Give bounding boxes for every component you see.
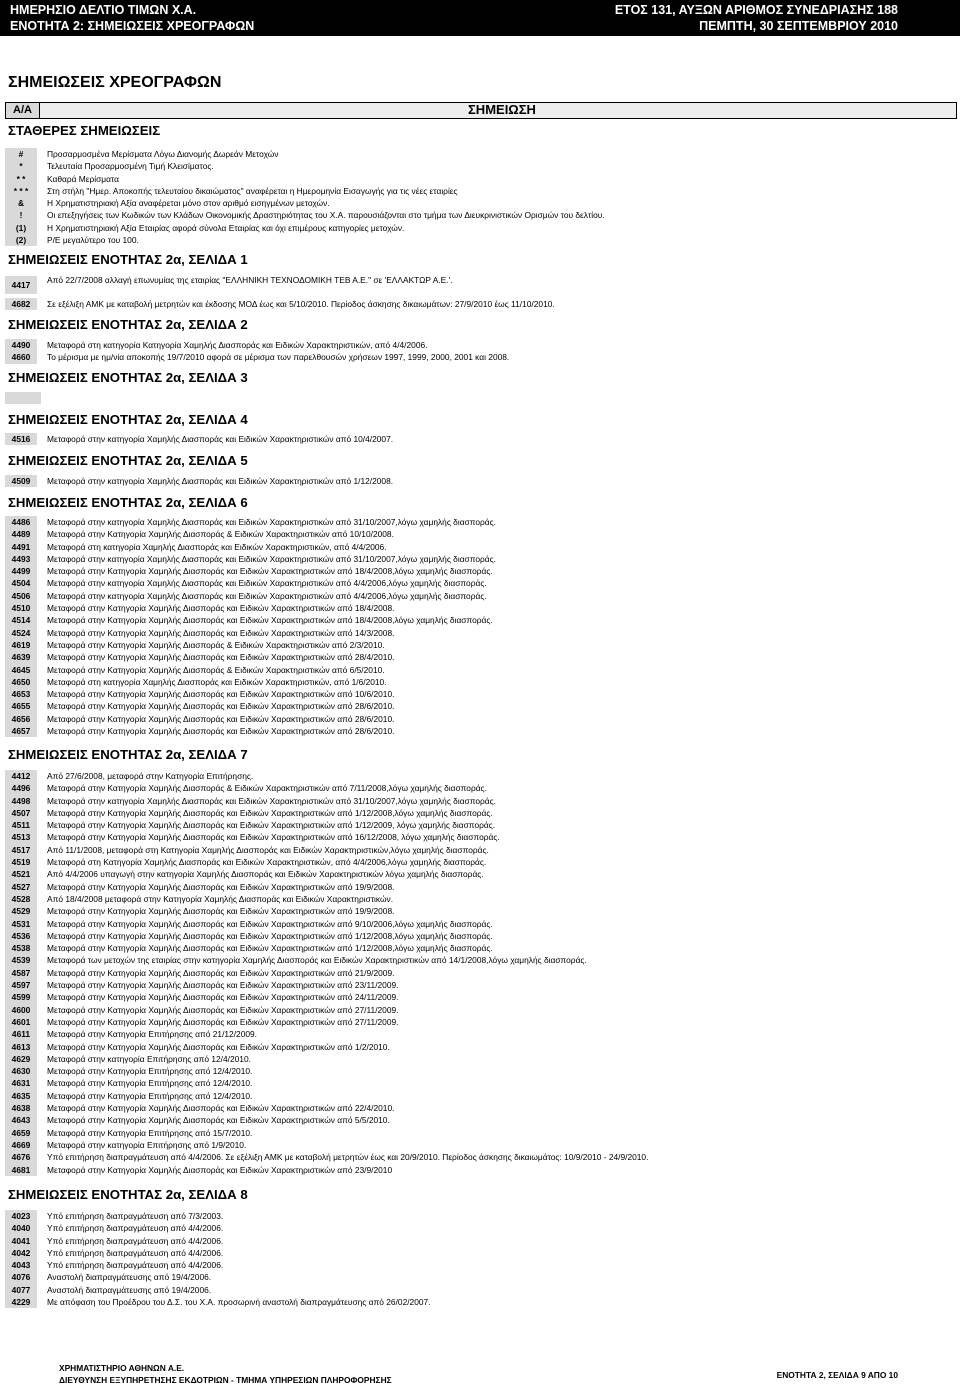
column-aa: Α/Α [6,103,40,118]
note-text: Υπό επιτήρηση διαπραγμάτευση από 4/4/2006. [47,1223,224,1234]
legend-code: * [5,160,37,172]
legend-item [5,185,955,197]
page-header [0,0,960,36]
table-row [5,1114,955,1126]
note-code: 4229 [5,1296,37,1308]
table-row [5,893,955,905]
note-text: Μεταφορά στην Κατηγορία Επιτήρησης από 12/4/2010. [47,1078,253,1089]
note-text: Από 11/1/2008, μεταφορά στη Κατηγορία Χαμηλής Διασποράς και Ειδικών Χαρακτηριστικών,λόγω χαμηλής διασποράς. [47,844,489,855]
note-code: 4511 [5,819,37,831]
table-row [5,1090,955,1102]
note-code: 4630 [5,1065,37,1077]
note-code: 4513 [5,831,37,843]
note-code: 4676 [5,1151,37,1163]
table-row [5,1151,955,1163]
legend-item [5,148,955,160]
table-row [5,807,955,819]
note-code: 4682 [5,298,37,310]
note-code: 4529 [5,905,37,917]
note-code: 4510 [5,602,37,614]
note-code: 4660 [5,351,37,363]
note-text: Μεταφορά στην Κατηγορία Χαμηλής Διασποράς και Ειδικών Χαρακτηριστικών από 18/4/2008. [47,603,395,614]
note-code: 4653 [5,688,37,700]
note-text: Μεταφορά στην Κατηγορία Χαμηλής Διασποράς και Ειδικών Χαρακτηριστικών από 1/12/2008,λόγω χαμηλής διασποράς. [47,943,493,954]
note-text: Μεταφορά στην Κατηγορία Χαμηλής Διασποράς και Ειδικών Χαρακτηριστικών από 5/5/2010. [47,1115,390,1126]
page-title: ΣΗΜΕΙΩΣΕΙΣ ΧΡΕΟΓΡΑΦΩΝ [8,74,222,91]
note-code: 4629 [5,1053,37,1065]
table-row [5,770,955,782]
table-row [5,819,955,831]
table-row [5,700,955,712]
note-text: Μεταφορά στην Κατηγορία Χαμηλής Διασποράς και Ειδικών Χαρακτηριστικών από 22/4/2010. [47,1103,395,1114]
note-code: 4493 [5,553,37,565]
table-row [5,856,955,868]
table-row [5,516,955,528]
note-code: 4499 [5,565,37,577]
legend-text: Η Χρηματιστηριακή Αξία αναφέρεται μόνο στον αριθμό εισηγμένων μετοχών. [47,198,330,209]
note-code: 4498 [5,795,37,807]
note-text: Από 22/7/2008 αλλαγή επωνυμίας της εταιρίας "ΕΛΛΗΝΙΚΗ ΤΕΧΝΟΔΟΜΙΚΗ ΤΕΒ Α.Ε." σε 'ΕΛΛΑΚΤΩΡ Α.Ε.'. [47,275,453,285]
table-row [5,1271,955,1283]
table-row [5,339,955,351]
table-row [5,590,955,602]
note-code: 4531 [5,918,37,930]
section-heading: ΣΗΜΕΙΩΣΕΙΣ ΕΝΟΤΗΤΑΣ 2α, ΣΕΛΙΔΑ 8 [8,1187,248,1202]
section-heading: ΣΗΜΕΙΩΣΕΙΣ ΕΝΟΤΗΤΑΣ 2α, ΣΕΛΙΔΑ 1 [8,252,248,267]
note-code: 4599 [5,991,37,1003]
note-text: Μεταφορά στη κατηγορία Χαμηλής Διασποράς και Ειδικών Χαρακτηριστικών, από 1/6/2010. [47,676,387,687]
note-code: 4597 [5,979,37,991]
note-code: 4655 [5,700,37,712]
note-text: Μεταφορά στην Κατηγορία Χαμηλής Διασποράς και Ειδικών Χαρακτηριστικών από 28/6/2010. [47,726,395,737]
section-heading: ΣΗΜΕΙΩΣΕΙΣ ΕΝΟΤΗΤΑΣ 2α, ΣΕΛΙΔΑ 6 [8,495,248,510]
note-text: Μεταφορά στην Κατηγορία Χαμηλής Διασποράς και Ειδικών Χαρακτηριστικών από 28/6/2010. [47,713,395,724]
note-list [5,276,955,294]
table-row [5,541,955,553]
note-text: Μεταφορά στην κατηγορία Επιτήρησης από 12/4/2010. [47,1053,251,1064]
note-text: Μεταφορά στην Κατηγορία Χαμηλής Διασποράς και Ειδικών Χαρακτηριστικών από 14/3/2008. [47,627,395,638]
note-text: Μεταφορά στην Κατηγορία Χαμηλής Διασποράς και Ειδικών Χαρακτηριστικών από 9/10/2006,λόγω χαμηλής διασποράς. [47,918,493,929]
note-text: Μεταφορά στην Κατηγορία Χαμηλής Διασποράς & Ειδικών Χαρακτηριστικών από 2/3/2010. [47,639,385,650]
note-code: 4538 [5,942,37,954]
table-row [5,639,955,651]
table-row [5,1139,955,1151]
legend-item [5,234,955,246]
footer-department: ΔΙΕΥΘΥΝΣΗ ΕΞΥΠΗΡΕΤΗΣΗΣ ΕΚΔΟΤΡΙΩΝ - ΤΜΗΜΑ ΥΠΗΡΕΣΙΩΝ ΠΛΗΡΟΦΟΡΗΣΗΣ [59,1375,392,1385]
table-row [5,713,955,725]
note-text: Μεταφορά στην Κατηγορία Χαμηλής Διασποράς και Ειδικών Χαρακτηριστικών από 28/6/2010. [47,701,395,712]
legend-item [5,197,955,209]
table-row [5,577,955,589]
note-text: Μεταφορά στην Κατηγορία Χαμηλής Διασποράς και Ειδικών Χαρακτηριστικών από 18/4/2008,λόγω χαμηλής διασποράς. [47,615,493,626]
note-text: Μεταφορά στην κατηγορία Χαμηλής Διασποράς και Ειδικών Χαρακτηριστικών από 4/4/2006,λόγω χαμηλής διασποράς. [47,590,487,601]
note-code: 4516 [5,433,37,445]
table-row [5,725,955,737]
legend-code: * * * [5,185,37,197]
note-text: Μεταφορά στην Κατηγορία Χαμηλής Διασποράς και Ειδικών Χαρακτηριστικών από 19/9/2008. [47,906,395,917]
note-list [5,1210,955,1308]
note-text: Το μέρισμα με ημ/νία αποκοπής 19/7/2010 αφορά σε μέρισμα των παρελθουσών χρήσεων 1997, 1999, 2000, 2001 και 2008. [47,352,510,363]
note-code: 4601 [5,1016,37,1028]
note-text: Από 4/4/2006 υπαγωγή στην κατηγορία Χαμηλής Διασποράς και Ειδικών Χαρακτηριστικών λόγω χαμηλής διασποράς. [47,869,484,880]
note-code: 4517 [5,844,37,856]
note-text: Υπό επιτήρηση διαπραγμάτευση από 4/4/2006. [47,1235,224,1246]
note-code: 4631 [5,1077,37,1089]
table-row [5,298,955,310]
legend-code: # [5,148,37,160]
note-text: Μεταφορά στην κατηγορία Επιτήρησης από 1/9/2010. [47,1139,247,1150]
note-text: Μεταφορά στην Κατηγορία Χαμηλής Διασποράς και Ειδικών Χαρακτηριστικών από 1/12/2008,λόγω χαμηλής διασποράς. [47,807,493,818]
note-code: 4042 [5,1247,37,1259]
note-text: Μεταφορά στην Κατηγορία Χαμηλής Διασποράς και Ειδικών Χαρακτηριστικών από 23/9/2010 [47,1164,393,1175]
note-text: Μεταφορά στην Κατηγορία Χαμηλής Διασποράς και Ειδικών Χαρακτηριστικών από 24/11/2009. [47,992,399,1003]
note-text: Υπό επιτήρηση διαπραγμάτευση από 4/4/2006. Σε εξέλιξη ΑΜΚ με καταβολή μετρητών έως και 20/9/2010. Περίοδος άσκησης δικαιωμάτος: 10/9/2010 - 24/9/2010. [47,1152,649,1163]
note-code: 4490 [5,339,37,351]
table-row [5,1127,955,1139]
note-text: Υπό επιτήρηση διαπραγμάτευση από 4/4/2006. [47,1247,224,1258]
table-row [5,868,955,880]
section-heading: ΣΗΜΕΙΩΣΕΙΣ ΕΝΟΤΗΤΑΣ 2α, ΣΕΛΙΔΑ 7 [8,747,248,762]
legend-text: Καθαρά Μερίσματα [47,173,119,184]
note-text: Μεταφορά στην Κατηγορία Χαμηλής Διασποράς και Ειδικών Χαρακτηριστικών από 23/11/2009. [47,980,399,991]
table-row [5,795,955,807]
table-row [5,1210,955,1222]
note-text: Από 27/6/2008, μεταφορά στην Κατηγορία Επιτήρησης. [47,771,254,781]
table-row [5,651,955,663]
note-code: 4489 [5,528,37,540]
table-row [5,930,955,942]
note-text: Μεταφορά των μετοχών της εταιρίας στην κατηγορία Χαμηλής Διασποράς και Ειδικών Χαρακτηριστικών από 14/1/2008,λόγω χαμηλής διασποράς. [47,955,587,966]
note-text: Μεταφορά στην κατηγορία Χαμηλής Διασποράς και Ειδικών Χαρακτηριστικών από 31/10/2007,λόγω χαμηλής διασποράς. [47,795,497,806]
table-row [5,905,955,917]
note-text: Αναστολή διαπραγμάτευσης από 19/4/2006. [47,1284,212,1295]
note-text: Μεταφορά στην Κατηγορία Χαμηλής Διασποράς & Ειδικών Χαρακτηριστικών από 7/11/2008,λόγω χαμηλής διασποράς. [47,783,487,794]
table-row [5,1296,955,1308]
table-row [5,782,955,794]
footer-org: ΧΡΗΜΑΤΙΣΤΗΡΙΟ ΑΘΗΝΩΝ Α.Ε. [59,1363,185,1373]
legend-code: (2) [5,234,37,246]
note-text: Μεταφορά στην Κατηγορία Χαμηλής Διασποράς και Ειδικών Χαρακτηριστικών από 27/11/2009. [47,1004,399,1015]
note-code: 4509 [5,475,37,487]
session-date: ΠΕΜΠΤΗ, 30 ΣΕΠΤΕΜΒΡΙΟΥ 2010 [699,19,898,33]
table-row [5,676,955,688]
note-text: Από 18/4/2008 μεταφορά στην Κατηγορία Χαμηλής Διασποράς και Ειδικών Χαρακτηριστικών. [47,893,394,904]
table-row [5,1102,955,1114]
note-text: Μεταφορά στην Κατηγορία Χαμηλής Διασποράς και Ειδικών Χαρακτηριστικών από 27/11/2009. [47,1016,399,1027]
note-code: 4638 [5,1102,37,1114]
table-row [5,967,955,979]
table-row [5,991,955,1003]
note-text: Μεταφορά στη Κατηγορία Χαμηλής Διασποράς και Ειδικών Χαρακτηριστικών, από 4/4/2006,λόγω χαμηλής διασποράς. [47,857,487,868]
note-code: 4613 [5,1041,37,1053]
legend-item [5,209,955,221]
table-row [5,1016,955,1028]
legend-code: (1) [5,222,37,234]
table-row [5,1028,955,1040]
note-code: 4659 [5,1127,37,1139]
note-text: Μεταφορά στην κατηγορία Χαμηλής Διασποράς και Ειδικών Χαρακτηριστικών από 1/12/2008. [47,476,394,486]
note-code: 4527 [5,881,37,893]
note-code: 4486 [5,516,37,528]
table-row [5,1077,955,1089]
note-code: 4643 [5,1114,37,1126]
note-list [5,475,955,487]
table-row [5,614,955,626]
note-text: Μεταφορά στην Κατηγορία Χαμηλής Διασποράς και Ειδικών Χαρακτηριστικών από 1/2/2010. [47,1041,390,1052]
table-row [5,565,955,577]
note-list [5,516,955,737]
note-code: 4077 [5,1284,37,1296]
table-row [5,1041,955,1053]
note-code: 4496 [5,782,37,794]
table-row [5,979,955,991]
note-text: Μεταφορά στην Κατηγορία Επιτήρησης από 12/4/2010. [47,1090,253,1101]
note-text: Μεταφορά στην Κατηγορία Χαμηλής Διασποράς & Ειδικών Χαρακτηριστικών από 6/5/2010. [47,664,385,675]
note-text: Μεταφορά στην κατηγορία Χαμηλής Διασποράς και Ειδικών Χαρακτηριστικών από 31/10/2007,λόγω χαμηλής διασποράς. [47,517,497,527]
note-code: 4507 [5,807,37,819]
note-text: Υπό επιτήρηση διαπραγμάτευση από 4/4/2006. [47,1260,224,1271]
table-row [5,664,955,676]
section-heading: ΣΗΜΕΙΩΣΕΙΣ ΕΝΟΤΗΤΑΣ 2α, ΣΕΛΙΔΑ 4 [8,412,248,427]
note-code: 4587 [5,967,37,979]
table-row [5,1259,955,1271]
note-text: Μεταφορά στην κατηγορία Χαμηλής Διασποράς και Ειδικών Χαρακτηριστικών από 31/10/2007,λόγω χαμηλής διασποράς. [47,553,497,564]
note-list [5,298,955,310]
legend-list [5,148,955,246]
note-code: 4506 [5,590,37,602]
note-list [5,770,955,1176]
table-row [5,954,955,966]
note-code: 4043 [5,1259,37,1271]
table-row [5,1284,955,1296]
table-row [5,831,955,843]
table-row [5,553,955,565]
table-row [5,688,955,700]
table-row [5,528,955,540]
legend-text: Η Χρηματιστηριακή Αξία Εταιρίας αφορά σύνολα Εταιρίας και όχι επιμέρους κατηγορίες μετοχών. [47,222,405,233]
note-text: Αναστολή διαπραγμάτευσης από 19/4/2006. [47,1272,212,1283]
table-row [5,844,955,856]
note-text: Υπό επιτήρηση διαπραγμάτευση από 7/3/2003. [47,1211,224,1221]
table-row [5,942,955,954]
note-text: Με απόφαση του Προέδρου του Δ.Σ. του Χ.Α. προσωρινή αναστολή διαπραγμάτευσης από 26/02/2007. [47,1297,431,1308]
section-heading: ΣΗΜΕΙΩΣΕΙΣ ΕΝΟΤΗΤΑΣ 2α, ΣΕΛΙΔΑ 2 [8,317,248,332]
table-row [5,1053,955,1065]
note-code: 4528 [5,893,37,905]
note-text: Μεταφορά στην Κατηγορία Χαμηλής Διασποράς και Ειδικών Χαρακτηριστικών από 19/9/2008. [47,881,395,892]
note-code: 4417 [5,276,37,294]
note-list [5,433,955,445]
legend-item [5,222,955,234]
legend-code: * * [5,173,37,185]
note-code: 4041 [5,1235,37,1247]
note-code: 4491 [5,541,37,553]
note-code: 4539 [5,954,37,966]
note-code: 4040 [5,1222,37,1234]
note-code: 4521 [5,868,37,880]
note-code: 4611 [5,1028,37,1040]
table-row [5,602,955,614]
note-text: Μεταφορά στην Κατηγορία Χαμηλής Διασποράς και Ειδικών Χαρακτηριστικών από 1/12/2009, λόγω χαμηλής διασποράς. [47,820,496,831]
legend-title: ΣΤΑΘΕΡΕΣ ΣΗΜΕΙΩΣΕΙΣ [8,123,161,138]
note-code: 4656 [5,713,37,725]
table-row [5,1235,955,1247]
table-row [5,1222,955,1234]
section-title: ΕΝΟΤΗΤΑ 2: ΣΗΜΕΙΩΣΕΙΣ ΧΡΕΟΓΡΑΦΩΝ [10,19,255,33]
legend-text: Ρ/Ε μεγαλύτερο του 100. [47,235,139,246]
table-row [5,433,955,445]
note-text: Μεταφορά στην Κατηγορία Χαμηλής Διασποράς και Ειδικών Χαρακτηριστικών από 28/4/2010. [47,652,395,663]
note-code: 4619 [5,639,37,651]
note-text: Μεταφορά στην Κατηγορία Χαμηλής Διασποράς και Ειδικών Χαρακτηριστικών από 1/12/2008,λόγω χαμηλής διασποράς. [47,930,493,941]
empty-code-cell [5,392,41,404]
note-text: Σε εξέλιξη ΑΜΚ με καταβολή μετρητών και έκδοσης ΜΟΔ έως και 5/10/2010. Περίοδος άσκησης δικαιωμάτων: 27/9/2010 έως 11/10/2010. [47,299,555,309]
table-row [5,1247,955,1259]
legend-text: Οι επεξηγήσεις των Κωδικών των Κλάδων Οικονομικής Δραστηριότητας του Χ.Α. παρουσιάζονται στο τμήμα των Διευκρινιστικών Ορισμών του δελτίου. [47,210,605,221]
table-row [5,627,955,639]
note-list [5,339,955,364]
table-row [5,918,955,930]
note-text: Μεταφορά στην Κατηγορία Χαμηλής Διασποράς και Ειδικών Χαρακτηριστικών από 10/6/2010. [47,689,395,700]
section-heading: ΣΗΜΕΙΩΣΕΙΣ ΕΝΟΤΗΤΑΣ 2α, ΣΕΛΙΔΑ 3 [8,370,248,385]
session-info: ΕΤΟΣ 131, ΑΥΞΩΝ ΑΡΙΘΜΟΣ ΣΥΝΕΔΡΙΑΣΗΣ 188 [614,3,898,17]
note-code: 4519 [5,856,37,868]
table-row [5,1065,955,1077]
note-code: 4504 [5,577,37,589]
table-row [5,1164,955,1176]
note-code: 4639 [5,651,37,663]
note-code: 4681 [5,1164,37,1176]
table-row [5,1004,955,1016]
note-text: Μεταφορά στη κατηγορία Κατηγορία Χαμηλής Διασποράς και Ειδικών Χαρακτηριστικών, από 4/4/2006. [47,340,428,350]
table-header [5,102,957,119]
table-row [5,351,955,363]
note-code: 4669 [5,1139,37,1151]
note-text: Μεταφορά στην Κατηγορία Χαμηλής Διασποράς & Ειδικών Χαρακτηριστικών από 10/10/2008. [47,529,394,540]
note-code: 4657 [5,725,37,737]
note-code: 4412 [5,770,37,782]
note-code: 4524 [5,627,37,639]
note-text: Μεταφορά στην κατηγορία Χαμηλής Διασποράς και Ειδικών Χαρακτηριστικών από 10/4/2007. [47,434,394,444]
note-code: 4645 [5,664,37,676]
section-heading: ΣΗΜΕΙΩΣΕΙΣ ΕΝΟΤΗΤΑΣ 2α, ΣΕΛΙΔΑ 5 [8,453,248,468]
note-code: 4514 [5,614,37,626]
table-row [5,475,955,487]
note-code: 4635 [5,1090,37,1102]
note-text: Μεταφορά στην κατηγορία Χαμηλής Διασποράς και Ειδικών Χαρακτηριστικών από 4/4/2006,λόγω χαμηλής διασποράς. [47,578,487,589]
legend-item [5,173,955,185]
note-text: Μεταφορά στην Κατηγορία Χαμηλής Διασποράς και Ειδικών Χαρακτηριστικών από 18/4/2008,λόγω χαμηλής διασποράς. [47,566,493,577]
legend-item [5,160,955,172]
note-text: Μεταφορά στην Κατηγορία Επιτήρησης από 12/4/2010. [47,1066,253,1077]
legend-text: Τελευταία Προσαρμοσμένη Τιμή Κλεισίματος. [47,161,214,172]
legend-code: & [5,197,37,209]
note-code: 4023 [5,1210,37,1222]
legend-text: Στη στήλη "Ημερ. Αποκοπής τελευταίου δικαιώματος" αναφέρεται η Ημερομηνία Εισαγωγής για τις νέες εταιρίες [47,185,458,196]
note-text: Μεταφορά στην Κατηγορία Χαμηλής Διασποράς και Ειδικών Χαρακτηριστικών από 16/12/2008, λόγω χαμηλής διασποράς. [47,832,500,843]
note-code: 4650 [5,676,37,688]
legend-code: ! [5,209,37,221]
note-code: 4076 [5,1271,37,1283]
bulletin-title: ΗΜΕΡΗΣΙΟ ΔΕΛΤΙΟ ΤΙΜΩΝ Χ.Α. [10,3,197,17]
note-code: 4600 [5,1004,37,1016]
footer-page-number: ΕΝΟΤΗΤΑ 2, ΣΕΛΙΔΑ 9 ΑΠΟ 10 [776,1370,898,1380]
table-row [5,276,955,294]
note-code: 4536 [5,930,37,942]
legend-text: Προσαρμοσμένα Μερίσματα Λόγω Διανομής Δωρεάν Μετοχών [47,149,279,159]
column-note: ΣΗΜΕΙΩΣΗ [468,102,536,117]
note-text: Μεταφορά στην Κατηγορία Επιτήρησης από 15/7/2010. [47,1127,253,1138]
note-text: Μεταφορά στην Κατηγορία Χαμηλής Διασποράς και Ειδικών Χαρακτηριστικών από 21/9/2009. [47,967,395,978]
note-text: Μεταφορά στη κατηγορία Χαμηλής Διασποράς και Ειδικών Χαρακτηριστικών, από 4/4/2006. [47,541,387,552]
table-row [5,881,955,893]
note-text: Μεταφορά στην Κατηγορία Επιτήρησης από 21/12/2009. [47,1029,257,1040]
